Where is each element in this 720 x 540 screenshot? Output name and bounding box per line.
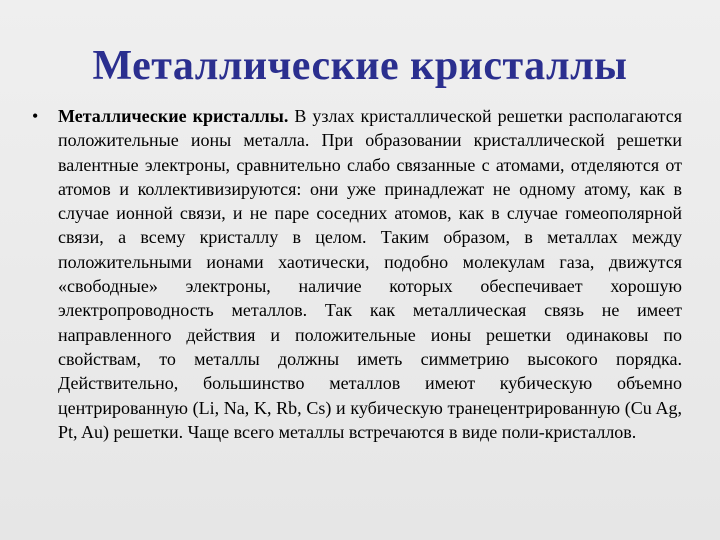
slide-title: Металлические кристаллы <box>92 43 628 89</box>
paragraph-text: В узлах кристаллической решетки располагаются положительные ионы металла. При образовании кристаллической решетки валентные электроны, сравнительно слабо связанные с атомами, отделяются от атомов и коллективизируются: они уже принадлежат не одному атому, как в случае ионной связи, и не паре соседних атомов, как в случае гомеополярной связи, а всему кристаллу в целом. Таким образом, в металлах между положительными ионами хаотически, подобно молекулам газа, движутся «свободные» электроны, наличие которых обеспечивает хорошую электропроводность металлов. Так как металлическая связь не имеет направленного действия и положительные ионы решетки одинаковы по свойствам, то металлы должны иметь симметрию высокого порядка. Действительно, большинство металлов имеют кубическую объемно центрированную (Li, Na, K, Rb, Cs) и кубическую транецентрированную (Cu Ag, Pt, Au) решетки. Чаще всего металлы встречаются в виде поли-кристаллов. <box>58 106 682 442</box>
paragraph-lead: Металлические кристаллы. <box>58 106 289 126</box>
bullet-item <box>32 104 682 444</box>
bullet-paragraph <box>58 104 682 444</box>
bullet-marker: • <box>32 106 39 126</box>
